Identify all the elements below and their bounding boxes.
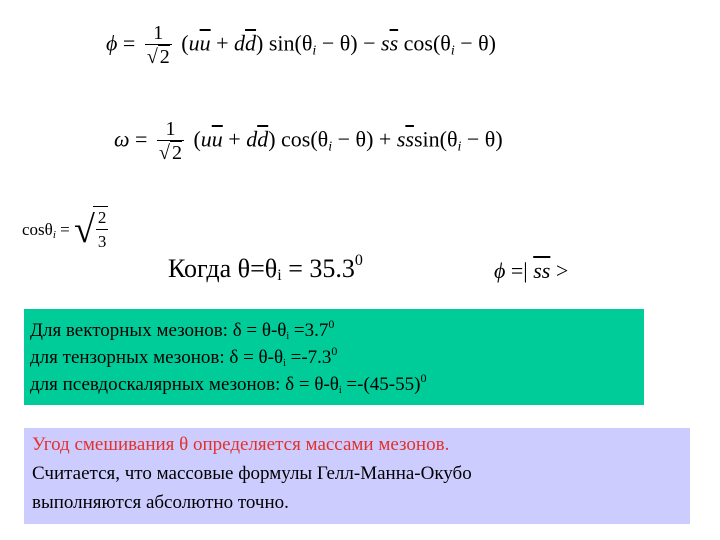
subscript-i: i bbox=[283, 358, 286, 369]
phi-symbol: ϕ bbox=[494, 258, 506, 283]
fraction-numerator: 1 bbox=[153, 22, 164, 44]
cos-term: cos(θ bbox=[281, 126, 329, 152]
radicand: 2 bbox=[159, 46, 170, 68]
degree-superscript: 0 bbox=[420, 371, 427, 385]
note-line-2: Считается, что массовые формулы Гелл-Манна-Окубо bbox=[32, 463, 472, 484]
antiquark-s: $\overline{s}$ bbox=[389, 30, 399, 56]
fraction-denominator bbox=[145, 44, 172, 69]
note-line-3: выполняются абсолютно точно. bbox=[32, 492, 289, 513]
antiquark-u: $\overline{u}$ bbox=[211, 126, 223, 152]
subscript-i: i bbox=[450, 43, 455, 59]
antiquark-s: $\overline{s}$ bbox=[405, 126, 414, 152]
subscript-i: i bbox=[338, 385, 342, 396]
subscript-i: i bbox=[457, 139, 462, 155]
subscript-i: i bbox=[277, 267, 282, 284]
equals-sign: = bbox=[122, 30, 136, 56]
antiquark-d: $\overline{d}$ bbox=[245, 30, 257, 56]
subscript-i: i bbox=[52, 228, 56, 241]
phi-ss-state bbox=[494, 258, 568, 284]
line-text: для псевдоскалярных мезонов: δ = θ-θ bbox=[30, 374, 339, 395]
equals-sign: = bbox=[135, 126, 148, 152]
antiquark-u: $\overline{u}$ bbox=[199, 30, 211, 56]
paren-open: ( bbox=[181, 30, 189, 56]
cos-term: cos(θ bbox=[398, 30, 451, 56]
equation-phi bbox=[106, 22, 496, 69]
subscript-i: i bbox=[328, 139, 333, 155]
line-value: =-7.3 bbox=[285, 347, 332, 368]
sin-term: sin(θ bbox=[268, 30, 313, 56]
vector-mesons-line bbox=[30, 317, 334, 342]
mixing-angles-box bbox=[24, 309, 644, 405]
antiquark-d: $\overline{d}$ bbox=[257, 126, 269, 152]
equals-sign: = bbox=[60, 220, 70, 239]
quark-s: s bbox=[381, 30, 390, 56]
fraction-denominator: 3 bbox=[96, 229, 109, 254]
sin-term-end: − θ) − bbox=[316, 30, 381, 56]
degree-superscript: 0 bbox=[331, 344, 338, 358]
when-value: = 35.3 bbox=[281, 254, 355, 283]
quark-u: u bbox=[188, 30, 200, 56]
ket-close: > bbox=[550, 258, 569, 283]
sin-term: sin(θ bbox=[413, 126, 458, 152]
phi-symbol: ϕ bbox=[106, 30, 118, 56]
cos-term-end: − θ) + bbox=[332, 126, 397, 152]
fraction-one-over-sqrt2 bbox=[157, 118, 184, 165]
fraction-numerator: 1 bbox=[165, 118, 176, 140]
degree-superscript: 0 bbox=[328, 317, 335, 331]
quark-d: d bbox=[246, 126, 258, 152]
line-value: =3.7 bbox=[289, 320, 329, 341]
cos-theta-label: cosθ bbox=[22, 220, 53, 239]
cos-term-end: − θ) bbox=[454, 30, 496, 56]
quark-u: u bbox=[200, 126, 212, 152]
fraction-numerator: 2 bbox=[97, 208, 107, 227]
quark-s: s bbox=[396, 126, 406, 152]
paren-close: ) bbox=[256, 30, 264, 56]
plus-sign: + bbox=[222, 126, 247, 152]
omega-symbol: ω bbox=[114, 126, 130, 152]
note-box bbox=[24, 428, 690, 524]
quark-d: d bbox=[234, 30, 246, 56]
plus-sign: + bbox=[210, 30, 235, 56]
cos-theta-equation bbox=[22, 206, 112, 254]
degree-superscript: 0 bbox=[354, 252, 363, 269]
subscript-i: i bbox=[312, 43, 317, 59]
fraction-denominator bbox=[157, 140, 184, 165]
when-line bbox=[168, 252, 363, 285]
tensor-mesons-line bbox=[30, 344, 337, 369]
sqrt-icon: √ bbox=[146, 46, 158, 68]
when-text: Когда θ=θ bbox=[168, 254, 278, 283]
line-value: =-(45-55) bbox=[341, 374, 421, 395]
sin-term-end: − θ) bbox=[461, 126, 503, 152]
ss-state: $\overline{ss}$ bbox=[533, 258, 551, 283]
equation-omega bbox=[114, 118, 503, 165]
fraction-one-over-sqrt2 bbox=[145, 22, 172, 69]
ket-open: =| bbox=[505, 258, 534, 283]
radicand: 2 bbox=[171, 142, 182, 164]
subscript-i: i bbox=[286, 331, 290, 342]
pseudoscalar-mesons-line bbox=[30, 371, 426, 396]
paren-close: ) bbox=[268, 126, 276, 152]
note-line-1: Угод смешивания θ определяется массами мезонов. bbox=[32, 434, 450, 455]
fraction-two-thirds bbox=[93, 206, 109, 254]
paren-open: ( bbox=[193, 126, 201, 152]
sqrt-icon: √ bbox=[158, 142, 170, 164]
line-text: для тензорных мезонов: δ = θ-θ bbox=[30, 347, 284, 368]
sqrt-icon: √ bbox=[73, 209, 95, 251]
line-text: Для векторных мезонов: δ = θ-θ bbox=[30, 320, 287, 341]
